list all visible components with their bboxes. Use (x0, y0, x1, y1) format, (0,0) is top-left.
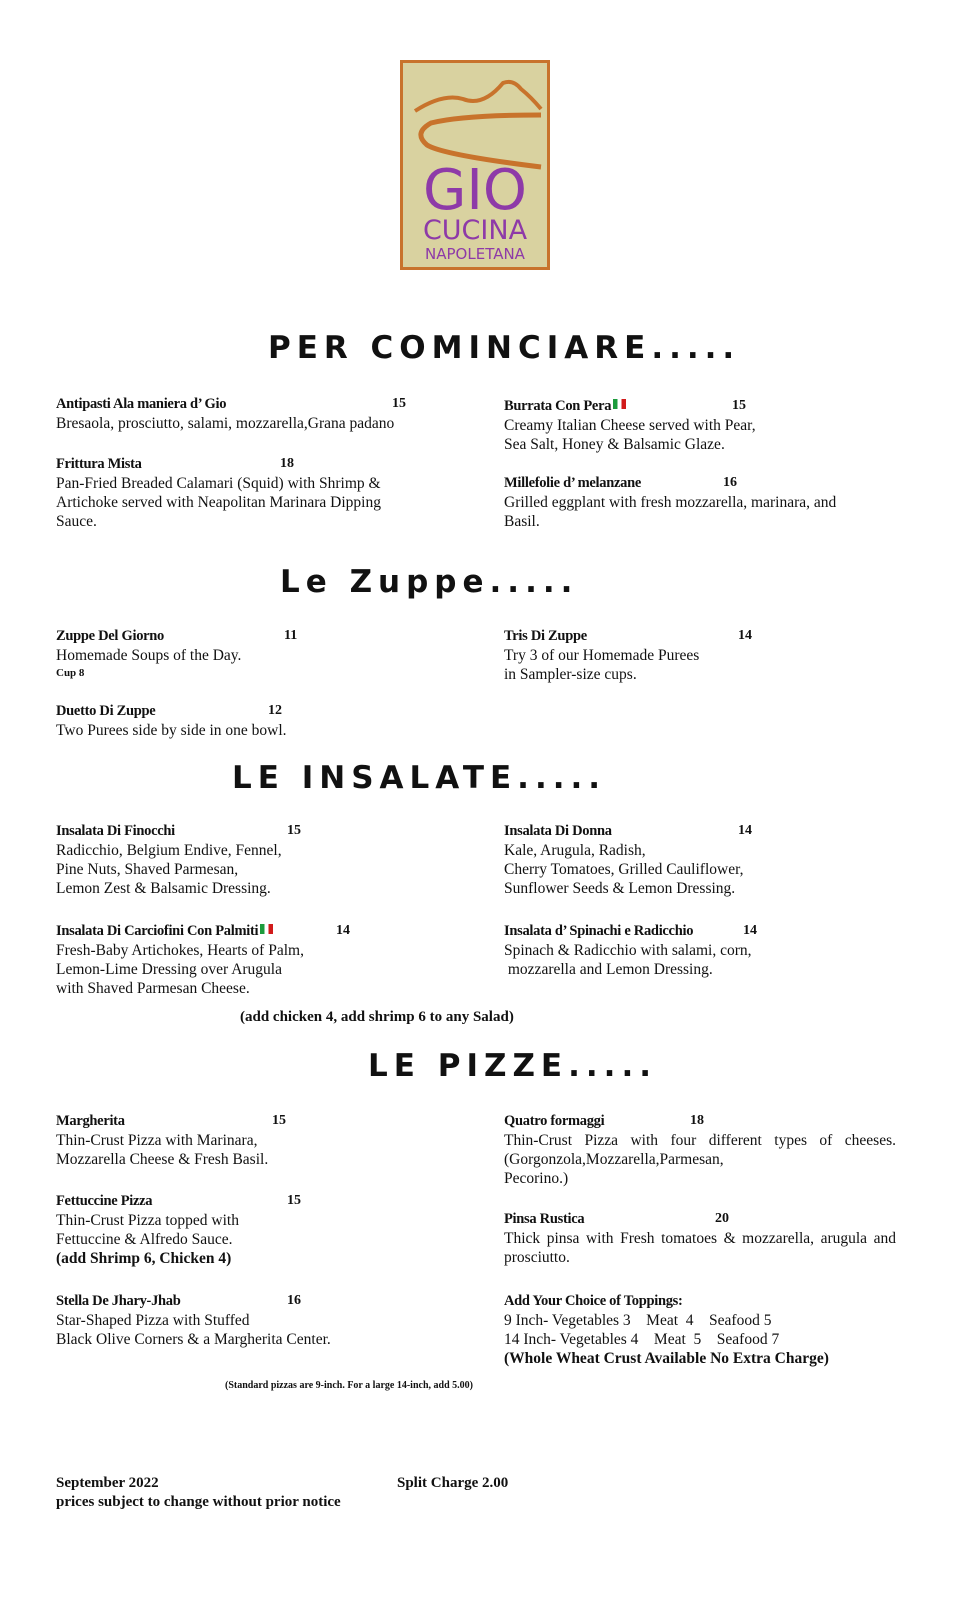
item-description: Cherry Tomatoes, Grilled Cauliflower, (504, 861, 744, 878)
item-price: 14 (743, 923, 757, 938)
section-heading-le-pizze: LE PIZZE..... (368, 1048, 657, 1084)
item-description: Fresh-Baby Artichokes, Hearts of Palm, (56, 942, 304, 959)
item-name: Zuppe Del Giorno (56, 628, 164, 644)
item-description: Basil. (504, 513, 540, 530)
item-description: Black Olive Corners & a Margherita Center. (56, 1331, 331, 1348)
item-description: Bresaola, prosciutto, salami, mozzarella,Grana padano (56, 415, 395, 432)
item-description: Two Purees side by side in one bowl. (56, 722, 287, 739)
pizza-size-note: (Standard pizzas are 9-inch. For a large 14-inch, add 5.00) (225, 1380, 473, 1391)
item-description: Radicchio, Belgium Endive, Fennel, (56, 842, 282, 859)
item-description: Lemon-Lime Dressing over Arugula (56, 961, 282, 978)
item-price: 14 (738, 628, 752, 643)
italy-flag-icon (260, 924, 273, 934)
item-description: with Shaved Parmesan Cheese. (56, 980, 250, 997)
item-name: Insalata d’ Spinachi e Radicchio (504, 923, 694, 939)
item-price: 16 (723, 475, 737, 490)
item-price: 15 (287, 823, 301, 838)
item-name: Duetto Di Zuppe (56, 703, 156, 719)
item-price: 18 (280, 456, 294, 471)
item-description: Pine Nuts, Shaved Parmesan, (56, 861, 239, 878)
menu-item (56, 921, 350, 998)
item-price: 18 (690, 1113, 704, 1128)
menu-item (504, 473, 836, 531)
menu-item (504, 921, 757, 979)
footer-split-charge: Split Charge 2.00 (397, 1475, 509, 1491)
item-description: Lemon Zest & Balsamic Dressing. (56, 880, 271, 897)
item-description: Thin-Crust Pizza topped with (56, 1212, 239, 1229)
item-description: Star-Shaped Pizza with Stuffed (56, 1312, 250, 1329)
item-cup-price: Cup 8 (56, 667, 85, 679)
item-description: Creamy Italian Cheese served with Pear, (504, 417, 756, 434)
item-price: 15 (392, 396, 406, 411)
item-name: Insalata Di Carciofini Con Palmiti (56, 923, 259, 939)
item-name: Pinsa Rustica (504, 1211, 585, 1227)
item-price: 11 (284, 628, 298, 643)
item-description: in Sampler-size cups. (504, 666, 637, 683)
item-description: Sunflower Seeds & Lemon Dressing. (504, 880, 736, 897)
item-description: Try 3 of our Homemade Purees (504, 647, 700, 664)
item-name: Frittura Mista (56, 456, 142, 472)
item-description: Spinach & Radicchio with salami, corn, (504, 942, 752, 959)
item-extra: (add Shrimp 6, Chicken 4) (56, 1250, 232, 1267)
section-heading-le-insalate: LE INSALATE..... (232, 760, 607, 796)
salad-addon-note: (add chicken 4, add shrimp 6 to any Salad) (240, 1009, 514, 1025)
section-heading-per-cominciare: PER COMINCIARE..... (268, 330, 741, 366)
menu-item (504, 396, 756, 454)
menu-item (56, 821, 301, 898)
item-price: 15 (732, 398, 746, 413)
item-price: 12 (268, 703, 282, 718)
item-description: Thick pinsa with Fresh tomatoes & mozzarella, arugula and prosciutto. (504, 1230, 896, 1266)
item-description: Kale, Arugula, Radish, (504, 842, 646, 859)
item-description: Grilled eggplant with fresh mozzarella, marinara, and (504, 494, 837, 511)
item-price: 15 (287, 1193, 301, 1208)
item-description: Artichoke served with Neapolitan Marinara Dipping (56, 494, 381, 511)
section-heading-le-zuppe: Le Zuppe..... (280, 564, 579, 600)
item-name: Fettuccine Pizza (56, 1193, 153, 1209)
menu-item (56, 701, 287, 740)
item-name: Insalata Di Finocchi (56, 823, 175, 839)
item-name: Quatro formaggi (504, 1113, 605, 1129)
item-description: Sauce. (56, 513, 97, 530)
menu-item (504, 1209, 896, 1267)
svg-text:GIO: GIO (423, 158, 527, 223)
footer-date: September 2022 (56, 1475, 159, 1491)
item-description: Homemade Soups of the Day. (56, 647, 242, 664)
item-name: Stella De Jhary-Jhab (56, 1293, 181, 1309)
item-name: Margherita (56, 1113, 125, 1129)
item-description: Pan-Fried Breaded Calamari (Squid) with Shrimp & (56, 475, 381, 492)
menu-item (504, 626, 752, 684)
item-price: 14 (738, 823, 752, 838)
menu-item (56, 394, 406, 433)
item-description: 14 Inch- Vegetables 4 Meat 5 Seafood 7 (504, 1331, 780, 1348)
item-description: Thin-Crust Pizza with Marinara, (56, 1132, 258, 1149)
item-name: Antipasti Ala maniera d’ Gio (56, 396, 227, 412)
item-name: Millefolie d’ melanzane (504, 475, 641, 491)
svg-text:NAPOLETANA: NAPOLETANA (425, 245, 525, 263)
menu-item (504, 1111, 896, 1188)
item-price: 15 (272, 1113, 286, 1128)
menu-item (56, 1111, 286, 1169)
item-price: 16 (287, 1293, 301, 1308)
item-price: 14 (336, 923, 350, 938)
item-name: Tris Di Zuppe (504, 628, 587, 644)
svg-text:CUCINA: CUCINA (422, 215, 528, 246)
item-description: Mozzarella Cheese & Fresh Basil. (56, 1151, 269, 1168)
item-extra: (Whole Wheat Crust Available No Extra Charge) (504, 1350, 829, 1367)
item-name: Insalata Di Donna (504, 823, 612, 839)
item-description: Pecorino.) (504, 1170, 569, 1187)
menu-item (504, 821, 752, 898)
item-price: 20 (715, 1211, 729, 1226)
menu-item (56, 454, 381, 531)
item-description: 9 Inch- Vegetables 3 Meat 4 Seafood 5 (504, 1312, 772, 1329)
restaurant-logo (400, 60, 550, 270)
menu-item (56, 626, 298, 681)
item-description: Sea Salt, Honey & Balsamic Glaze. (504, 436, 725, 453)
footer-disclaimer: prices subject to change without prior notice (56, 1494, 341, 1510)
item-description: mozzarella and Lemon Dressing. (504, 961, 713, 978)
italy-flag-icon (613, 399, 626, 409)
item-name: Add Your Choice of Toppings: (504, 1293, 683, 1309)
item-description: Fettuccine & Alfredo Sauce. (56, 1231, 233, 1248)
menu-item (56, 1191, 301, 1268)
menu-item (504, 1291, 829, 1368)
menu-item (56, 1291, 331, 1349)
item-name: Burrata Con Pera (504, 398, 612, 414)
item-description: Thin-Crust Pizza with four different types of cheeses.(Gorgonzola,Mozzarella,Parmesan, (504, 1132, 896, 1168)
